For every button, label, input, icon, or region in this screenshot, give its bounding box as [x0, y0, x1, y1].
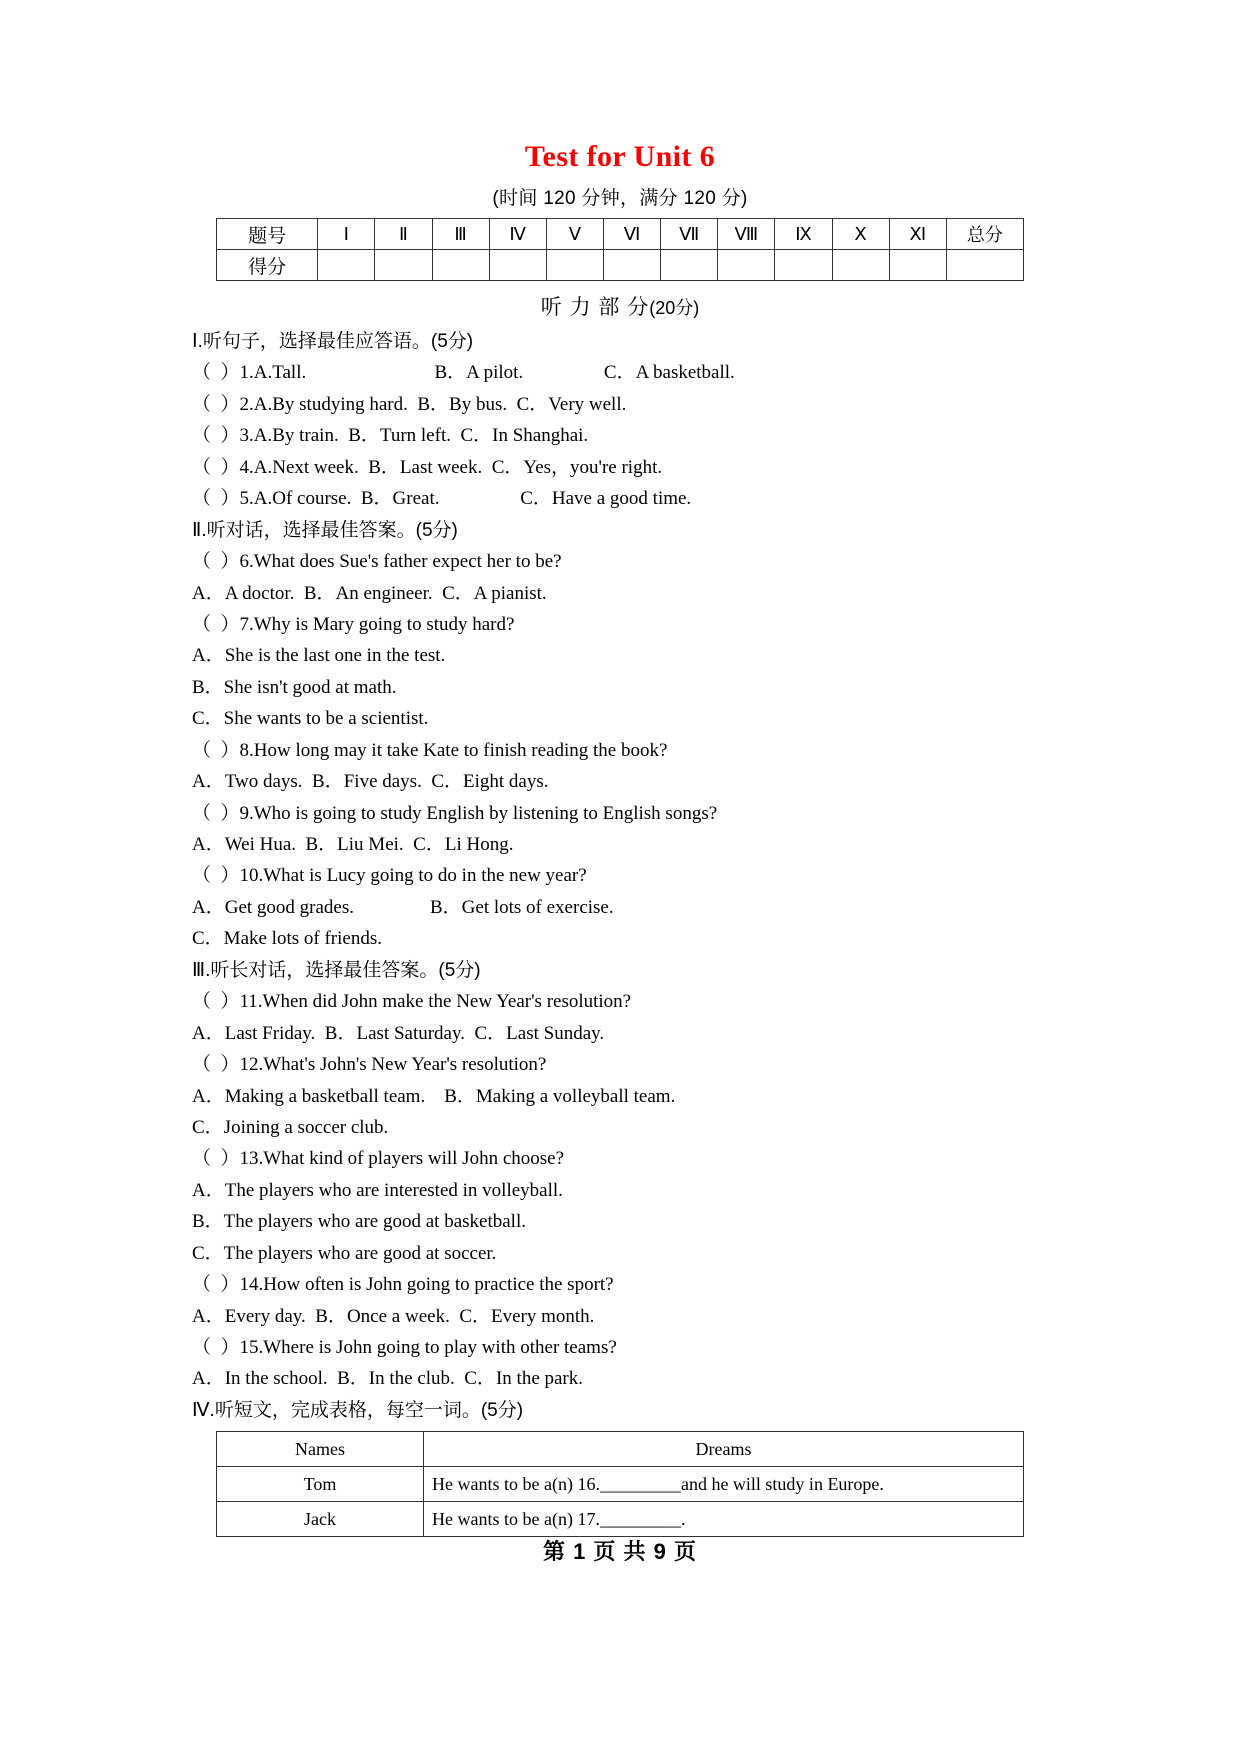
page-footer: 第 1 页 共 9 页	[542, 1539, 698, 1564]
question-line[interactable]: （ ）14.How often is John going to practice the sport?	[192, 1274, 614, 1296]
score-table-col-10: Ⅹ	[832, 219, 889, 250]
score-table-col-9: Ⅸ	[775, 219, 832, 250]
option-line: A．The players who are interested in volleyball.	[192, 1179, 563, 1201]
score-table-col-1: Ⅰ	[318, 219, 375, 250]
dreams-header-dreams: Dreams	[424, 1432, 1024, 1467]
question-line[interactable]: （ ）10.What is Lucy going to do in the new year?	[192, 865, 587, 887]
question-line[interactable]: （ ）11.When did John make the New Year's resolution?	[192, 991, 632, 1013]
score-cell-6[interactable]	[603, 250, 660, 281]
question-line[interactable]: （ ）12.What's John's New Year's resolution?	[192, 1054, 547, 1076]
exam-body	[0, 327, 1240, 1425]
dreams-header-names: Names	[217, 1432, 424, 1467]
score-cell-3[interactable]	[432, 250, 489, 281]
dreams-row-dream-1[interactable]: He wants to be a(n) 16._________and he will study in Europe.	[424, 1467, 1024, 1502]
dreams-row-dream-2[interactable]: He wants to be a(n) 17._________.	[424, 1502, 1024, 1537]
score-table	[216, 218, 1024, 281]
score-table-col-5: Ⅴ	[546, 219, 603, 250]
option-line: A．Every day. B．Once a week. C．Every month.	[192, 1305, 595, 1327]
table-row	[217, 1467, 1024, 1502]
listening-part-heading	[0, 291, 1240, 321]
score-cell-10[interactable]	[832, 250, 889, 281]
question-line[interactable]: （ ）13.What kind of players will John choose?	[192, 1148, 565, 1170]
question-line[interactable]: （ ）6.What does Sue's father expect her to be?	[192, 551, 562, 573]
option-line: A．Get good grades. B．Get lots of exercise.	[192, 896, 614, 918]
option-line: C．The players who are good at soccer.	[192, 1242, 497, 1264]
score-table-col-3: Ⅲ	[432, 219, 489, 250]
score-table-col-11: Ⅺ	[889, 219, 946, 250]
score-table-total-label: 总分	[946, 219, 1023, 250]
question-line[interactable]: （ ）15.Where is John going to play with other teams?	[192, 1337, 617, 1358]
score-cell-4[interactable]	[489, 250, 546, 281]
table-row	[217, 250, 1024, 281]
option-line: A．She is the last one in the test.	[192, 645, 446, 667]
option-line: A．Making a basketball team. B．Making a volleyball team.	[192, 1085, 676, 1107]
score-table-col-2: Ⅱ	[375, 219, 432, 250]
option-line: A．Last Friday. B．Last Saturday. C．Last Sunday.	[192, 1022, 605, 1044]
question-line[interactable]: （ ）5.A.Of course. B．Great. C．Have a good time.	[192, 488, 692, 510]
section-heading-3: Ⅲ.听长对话，选择最佳答案。(5分)	[192, 959, 481, 981]
question-line[interactable]: （ ）2.A.By studying hard. B．By bus. C．Very well.	[192, 393, 627, 415]
option-line: B．She isn't good at math.	[192, 676, 397, 698]
listening-part-title: 听 力 部 分	[540, 296, 650, 319]
option-line: C．She wants to be a scientist.	[192, 708, 429, 730]
table-row	[217, 1432, 1024, 1467]
question-line[interactable]: （ ）9.Who is going to study English by listening to English songs?	[192, 802, 718, 824]
score-cell-total[interactable]	[946, 250, 1023, 281]
option-line: B．The players who are good at basketball.	[192, 1211, 526, 1233]
score-cell-9[interactable]	[775, 250, 832, 281]
exam-subtitle: (时间 120 分钟，满分 120 分)	[492, 188, 748, 209]
dreams-row-name-1: Tom	[217, 1467, 424, 1502]
score-table-col-7: Ⅶ	[661, 219, 718, 250]
section-heading-1: Ⅰ.听句子，选择最佳应答语。(5分)	[192, 331, 474, 352]
score-cell-5[interactable]	[546, 250, 603, 281]
question-line[interactable]: （ ）8.How long may it take Kate to finish reading the book?	[192, 739, 668, 761]
option-line: C．Make lots of friends.	[192, 928, 382, 950]
option-line: A．A doctor. B．An engineer. C．A pianist.	[192, 582, 547, 604]
section-heading-4: Ⅳ.听短文，完成表格，每空一词。(5分)	[192, 1399, 524, 1421]
score-cell-2[interactable]	[375, 250, 432, 281]
score-table-col-8: Ⅷ	[718, 219, 775, 250]
score-cell-1[interactable]	[318, 250, 375, 281]
option-line: A．Two days. B．Five days. C．Eight days.	[192, 771, 549, 793]
section-heading-2: Ⅱ.听对话，选择最佳答案。(5分)	[192, 519, 458, 541]
option-line: A．Wei Hua. B．Liu Mei. C．Li Hong.	[192, 834, 514, 855]
score-cell-11[interactable]	[889, 250, 946, 281]
page-title: Test for Unit 6	[524, 140, 716, 173]
listening-part-points: (20分)	[649, 298, 700, 318]
option-line: C．Joining a soccer club.	[192, 1116, 389, 1138]
score-cell-8[interactable]	[718, 250, 775, 281]
option-line: A．In the school. B．In the club. C．In the park.	[192, 1368, 584, 1390]
question-line[interactable]: （ ）4.A.Next week. B．Last week. C．Yes，you're right.	[192, 456, 663, 478]
score-table-col-6: Ⅵ	[603, 219, 660, 250]
table-row	[217, 219, 1024, 250]
table-row	[217, 1502, 1024, 1537]
score-table-row-label-1: 题号	[217, 219, 318, 250]
question-line[interactable]: （ ）7.Why is Mary going to study hard?	[192, 613, 515, 635]
score-table-col-4: Ⅳ	[489, 219, 546, 250]
score-cell-7[interactable]	[661, 250, 718, 281]
dreams-row-name-2: Jack	[217, 1502, 424, 1537]
dreams-table	[216, 1431, 1024, 1537]
score-table-row-label-2: 得分	[217, 250, 318, 281]
question-line[interactable]: （ ）1.A.Tall. B．A pilot. C．A basketball.	[192, 362, 735, 384]
question-line[interactable]: （ ）3.A.By train. B．Turn left. C．In Shanghai.	[192, 425, 589, 447]
